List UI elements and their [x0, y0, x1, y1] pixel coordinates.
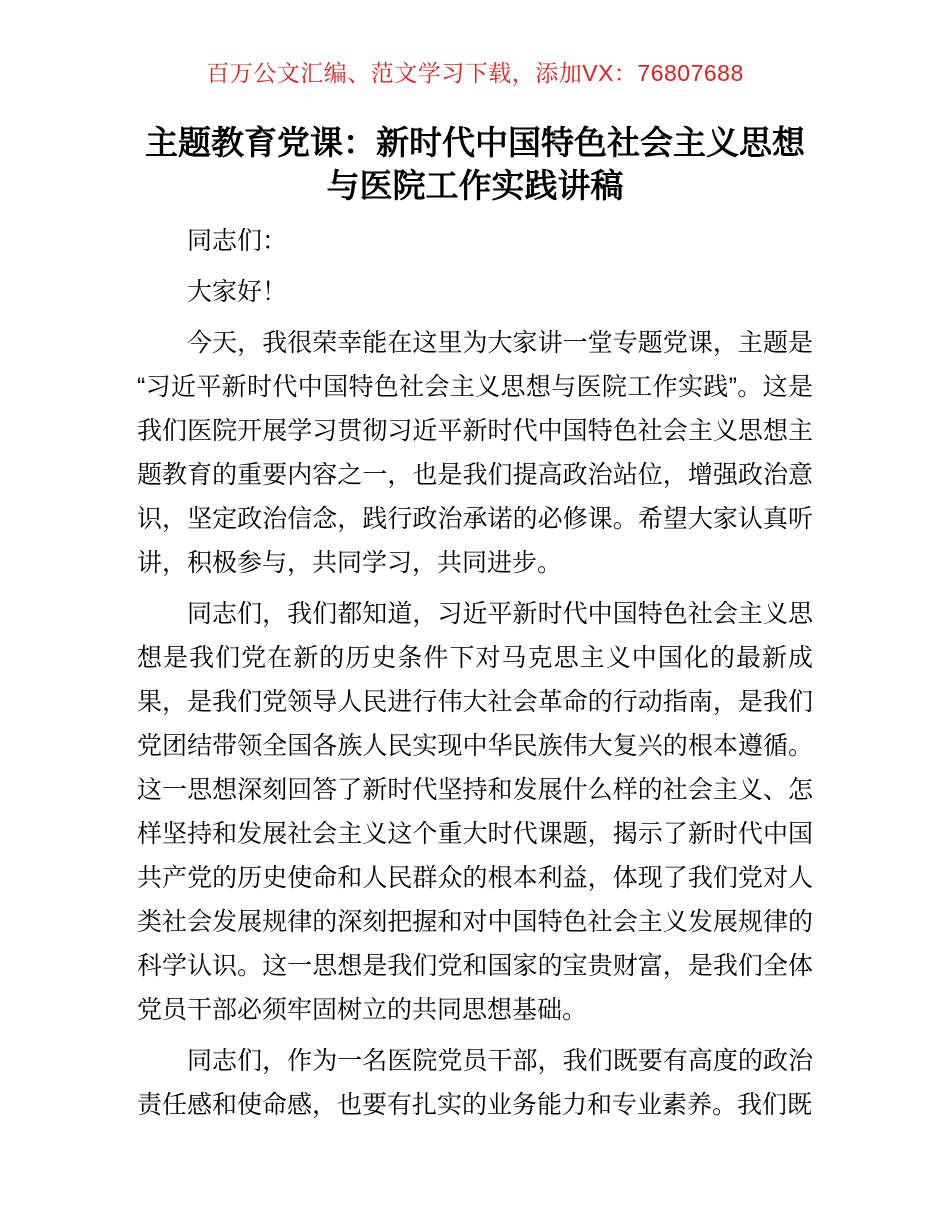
- paragraph-cadre-duty: 同志们，作为一名医院党员干部，我们既要有高度的政治责任感和使命感，也要有扎实的业务能力和专业素养。我们既: [137, 1047, 813, 1119]
- watermark-header: 百万公文汇编、范文学习下载，添加VX：76807688: [206, 60, 744, 86]
- document-body: [137, 219, 813, 1127]
- document-title: [95, 121, 855, 207]
- document-title-line-2: 与医院工作实践讲稿: [326, 167, 624, 204]
- paragraph-thought-overview: 同志们，我们都知道，习近平新时代中国特色社会主义思想是我们党在新的历史条件下对马克思主义中国化的最新成果，是我们党领导人民进行伟大社会革命的行动指南，是我们党团结带领全国各族人民实现中华民族伟大复兴的根本遵循。这一思想深刻回答了新时代坚持和发展什么样的社会主义、怎样坚持和发展社会主义这个重大时代课题，揭示了新时代中国共产党的历史使命和人民群众的根本利益，体现了我们党对人类社会发展规律的深刻把握和对中国特色社会主义发展规律的科学认识。这一思想是我们党和国家的宝贵财富，是我们全体党员干部必须牢固树立的共同思想基础。: [137, 600, 813, 1024]
- paragraph-salutation: 同志们：: [187, 227, 288, 255]
- paragraph-intro: 今天，我很荣幸能在这里为大家讲一堂专题党课，主题是“习近平新时代中国特色社会主义思想与医院工作实践”。这是我们医院开展学习贯彻习近平新时代中国特色社会主义思想主题教育的重要内容之一，也是我们提高政治站位，增强政治意识，坚定政治信念，践行政治承诺的必修课。希望大家认真听讲，积极参与，共同学习，共同进步。: [137, 329, 813, 577]
- document-title-line-1: 主题教育党课：新时代中国特色社会主义思想: [145, 124, 805, 161]
- paragraph-greeting: 大家好！: [187, 278, 288, 306]
